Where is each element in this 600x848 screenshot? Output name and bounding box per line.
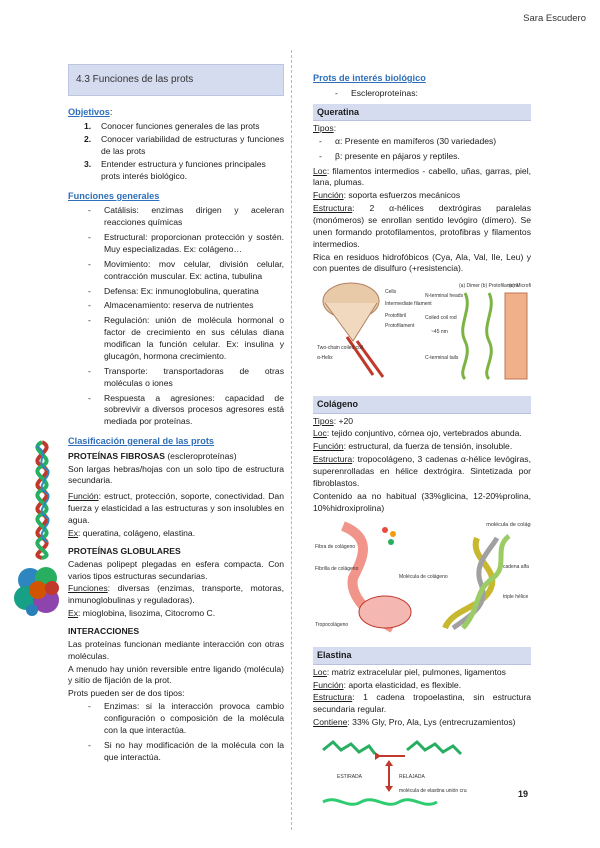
list-item: - Regulación: unión de molécula hormonal o factor de crecimiento en sus células diana modifican la función celular. Ex: insulina y glucagón, hormona crecimiento.	[88, 315, 284, 362]
fig-label: cadena alfa	[503, 564, 529, 571]
objetivos-list	[84, 121, 284, 182]
funcion-text: : estructural, da fuerza de tensión, insoluble.	[343, 441, 513, 452]
list-item	[84, 121, 284, 133]
loc-label: Loc	[313, 666, 327, 677]
queratina-estructura	[313, 203, 531, 250]
list-item: - Respuesta a agresiones: capacidad de sobrevivir a diversos procesos agresores está mediada por proteínas.	[88, 393, 284, 429]
queratina-tipos	[313, 123, 531, 135]
fig-label: (a) Dimer	[459, 283, 480, 290]
fig-label: C-terminal tails	[425, 355, 459, 362]
funcion-label: Función	[313, 441, 344, 452]
interacciones-title: INTERACCIONES	[68, 625, 140, 636]
funcion-label: Función	[68, 491, 99, 502]
fig-label: Molécula de colágeno	[399, 574, 448, 581]
colageno-tipos	[313, 416, 531, 428]
elastin-structure-figure	[317, 736, 467, 816]
fibrosas-title-suffix: (escleroproteínas)	[164, 450, 237, 461]
tipos-label: Tipos	[313, 415, 334, 426]
fig-label: (c) Microf	[509, 283, 530, 290]
colageno-estructura	[313, 454, 531, 490]
item-number: 3.	[84, 159, 92, 170]
fig-label: molécula de elastina unión cru	[399, 787, 467, 794]
funciones-list	[88, 205, 284, 428]
elastina-estructura	[313, 692, 531, 716]
tipos-colon: :	[333, 122, 337, 133]
funcion-text: : estruct, protección, soporte, conectividad. Dan fuerza y elasticidad a las estructuras y son insolubles en agua.	[68, 491, 284, 526]
colageno-bar: Colágeno	[313, 396, 531, 413]
loc-text: : tejido conjuntivo, córnea ojo, vertebrados abunda.	[326, 428, 522, 439]
globulares-ex	[68, 608, 284, 620]
queratina-tipos-list	[319, 136, 531, 163]
list-item: - Catálisis: enzimas dirigen y aceleran reacciones químicas	[88, 205, 284, 229]
colageno-funcion	[313, 441, 531, 453]
globulares-title: PROTEÍNAS GLOBULARES	[68, 545, 181, 556]
interacciones-p1: Las proteínas funcionan mediante interacción con otras moléculas.	[68, 638, 284, 661]
elastina-loc	[313, 667, 531, 679]
elastina-funcion	[313, 680, 531, 692]
left-column	[68, 64, 284, 766]
fig-label: RELAJADA	[399, 773, 425, 780]
loc-text: : filamentos intermedios - cabello, uñas, garras, piel, lana, plumas.	[313, 165, 531, 188]
fig-label: Coiled coil rod	[425, 315, 457, 322]
clasificacion-heading: Clasificación general de las prots	[68, 436, 215, 447]
fig-label: α-Helix	[317, 355, 333, 362]
estructura-text: : tropocolágeno, 3 cadenas α-hélice levógiras, superenrolladas en hélice dextrógira. Sintetizada por fibroblastos.	[313, 454, 531, 488]
fig-label: Protofilament	[385, 323, 415, 330]
item-number: 1.	[84, 121, 92, 132]
loc-label: Loc	[313, 165, 327, 176]
list-item: - Estructural: proporcionan protección y sostén. Muy especializadas. Ex: colágeno…	[88, 232, 284, 256]
ex-text: : queratina, colágeno, elastina.	[78, 527, 196, 538]
fibrosas-desc: Son largas hebras/hojas con un solo tipo de estructura secundaria.	[68, 463, 284, 486]
fig-label: Two-chain coiled coil	[317, 345, 364, 352]
tipos-text: : +20	[333, 415, 354, 426]
fig-label: molécula de colág	[486, 522, 531, 529]
fig-label: ESTIRADA	[337, 773, 363, 780]
fibrosas-funcion	[68, 491, 284, 527]
interacciones-list	[88, 701, 284, 763]
fig-label: (b) Protofilament	[481, 283, 518, 290]
item-text: Conocer funciones generales de las prots	[101, 121, 260, 132]
fibrosas-title	[68, 451, 284, 463]
objetivos-heading	[68, 106, 284, 119]
fig-label: Intermediate filament	[385, 301, 432, 308]
list-item: - β: presente en pájaros y reptiles.	[319, 151, 531, 163]
objetivos-label: Objetivos	[68, 106, 110, 117]
objetivos-colon: :	[109, 106, 113, 117]
elastina-bar: Elastina	[313, 647, 531, 664]
fibrosas-title-strong: PROTEÍNAS FIBROSAS	[68, 450, 165, 461]
queratina-funcion	[313, 190, 531, 202]
globulares-desc: Cadenas polipept plegadas en esfera compacta. Con varios tipos estructuras secundarias.	[68, 558, 284, 581]
funcion-label: Función	[313, 679, 344, 690]
tipos-label: Tipos	[313, 122, 334, 133]
queratina-loc	[313, 166, 531, 190]
estructura-label: Estructura	[313, 692, 353, 703]
fig-label: N-terminal heads	[425, 293, 464, 300]
loc-label: Loc	[313, 428, 327, 439]
queratina-bar: Queratina	[313, 104, 531, 121]
funcion-text: : soporta esfuerzos mecánicos	[343, 190, 461, 201]
right-column	[313, 72, 531, 820]
funciones-label: Funciones	[68, 583, 108, 594]
estructura-label: Estructura	[313, 203, 353, 214]
column-divider	[291, 50, 292, 830]
interacciones-p2: A menudo hay unión reversible entre ligando (molécula) y sitio de fijación de la prot.	[68, 663, 284, 686]
ex-label: Ex	[68, 527, 79, 538]
fig-label: Fibra de colágeno	[315, 544, 356, 551]
funciones-heading: Funciones generales	[68, 190, 160, 201]
globular-protein-image	[12, 562, 64, 618]
contiene-label: Contiene	[313, 717, 348, 728]
fig-label: Protofibril	[385, 313, 407, 320]
ex-text: : mioglobina, lisozima, Citocromo C.	[78, 608, 216, 619]
globulares-funciones	[68, 583, 284, 607]
loc-text: : matriz extracelular piel, pulmones, ligamentos	[326, 666, 506, 677]
section-title: 4.3 Funciones de las prots	[68, 64, 284, 96]
list-item: - Movimiento: mov celular, división celular, contracción muscular. Ex: actina, tubulina	[88, 259, 284, 283]
list-item: - Enzimas: si la interacción provoca cambio configuración o composición de la molécula con la que interactúa.	[88, 701, 284, 737]
fibrous-protein-helix-image	[22, 440, 62, 560]
prots-heading: Prots de interés biológico	[313, 73, 426, 83]
interacciones-p3: Prots pueden ser de dos tipos:	[68, 688, 185, 699]
item-text: Conocer variabilidad de estructuras y funciones de las prots	[101, 134, 284, 157]
queratina-rica: Rica en residuos hidrofóbicos (Cya, Ala, Val, Ile, Leu) y con puentes de disulfuro (+resistencia).	[313, 251, 531, 274]
estructura-label: Estructura	[313, 454, 353, 465]
prots-list	[335, 88, 531, 100]
colageno-loc	[313, 428, 531, 440]
colageno-contenido: Contenido aa no habitual (33%glicina, 12-20%prolina, 10%hidroxiprolina)	[313, 490, 531, 513]
list-item: - Si no hay modificación de la molécula con la que interactúa.	[88, 740, 284, 764]
item-number: 2.	[84, 134, 92, 145]
list-item: - Transporte: transportadoras de otras moléculas o iones	[88, 366, 284, 390]
elastina-contiene	[313, 717, 531, 729]
keratin-structure-figure	[313, 279, 531, 383]
funcion-label: Función	[313, 190, 344, 201]
collagen-structure-figure	[313, 518, 531, 636]
ex-label: Ex	[68, 608, 79, 619]
list-item	[84, 159, 284, 183]
item-text: Entender estructura y funciones principales prots interés biológico.	[101, 159, 266, 181]
estructura-text: : 1 cadena tropoelastina, sin estructura secundaria regular.	[313, 692, 531, 715]
list-item: - Escleroproteínas:	[335, 88, 531, 100]
fig-label: Tropocolágeno	[315, 622, 349, 629]
fig-label: triple hélice	[503, 594, 529, 601]
list-item: - Defensa: Ex: inmunoglobulina, queratina	[88, 286, 284, 298]
list-item	[84, 134, 284, 158]
funciones-text: : diversas (enzimas, transporte, motoras, inmunoglobulinas y reguladoras).	[68, 583, 284, 606]
fibrosas-ex	[68, 528, 284, 540]
funcion-text: : aporta elasticidad, es flexible.	[343, 679, 462, 690]
fig-label: ~45 nm	[431, 329, 448, 336]
header-author: Sara Escudero	[523, 13, 586, 24]
contiene-text: : 33% Gly, Pro, Ala, Lys (entrecruzamientos)	[347, 717, 516, 728]
fig-label: Fibrilla de colágeno	[315, 566, 359, 573]
fig-label: Cells	[385, 289, 397, 296]
list-item: - Almacenamiento: reserva de nutrientes	[88, 300, 284, 312]
estructura-text: : 2 α-hélices dextrógiras paralelas (monómeros) se enrollan sentido levógiro (dímero). Se unen formando protofilamentos, protofibras y filamentos intermedios.	[313, 203, 531, 249]
list-item: - α: Presente en mamíferos (30 variedades)	[319, 136, 531, 148]
page-number: 19	[517, 789, 528, 799]
